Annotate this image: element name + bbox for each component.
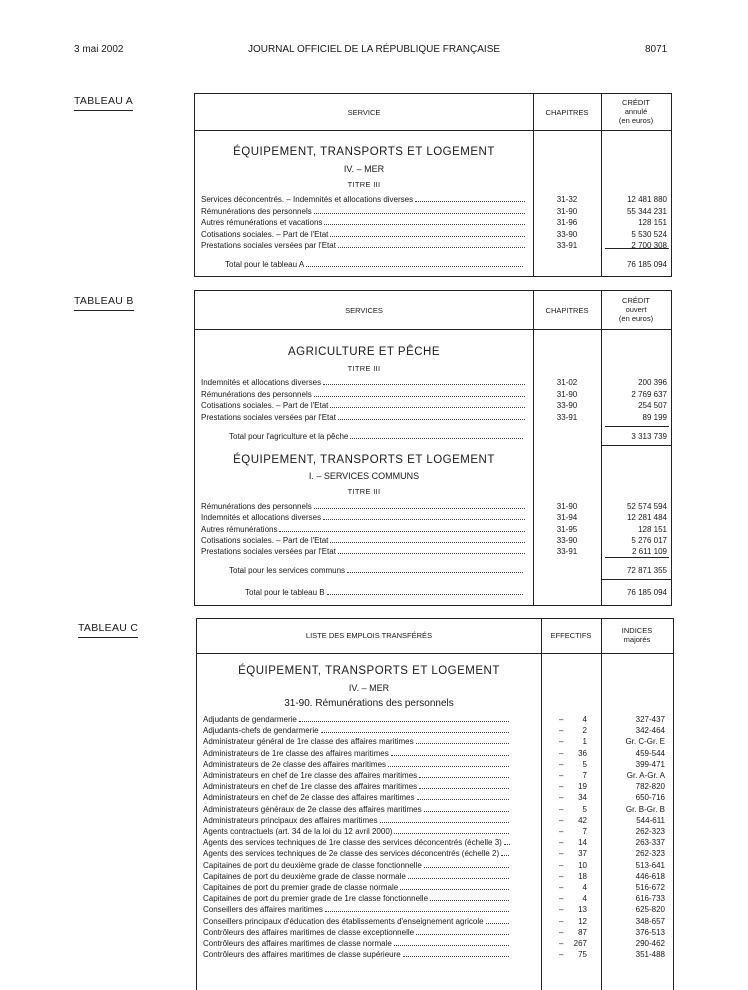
indice-cell: 650-716 [635, 793, 665, 803]
chapitre-cell: 33-90 [556, 229, 578, 239]
indice-cell: 782-820 [635, 782, 665, 792]
titre-label: TITRE III [347, 180, 381, 189]
row-label: Administrateurs principaux des affaires maritimes [203, 815, 511, 826]
header-liste: LISTE DES EMPLOIS TRANSFÉRÉS [305, 631, 433, 640]
page-number: 8071 [645, 44, 668, 55]
indice-cell: 446-618 [635, 871, 665, 881]
indice-cell: 262-323 [635, 827, 665, 836]
header-credit: CRÉDIT annulé (en euros) [618, 98, 654, 125]
row-label: Cotisations sociales. – Part de l'Etat [201, 229, 527, 240]
effectif-cell: 267 [573, 939, 587, 948]
dash-mark: – [559, 950, 564, 960]
table-row [197, 759, 673, 770]
table-row [197, 748, 673, 759]
table-row [195, 240, 671, 251]
effectif-cell: 7 [582, 827, 587, 836]
credit-cell: 55 344 231 [626, 206, 667, 216]
effectif-cell: 5 [582, 804, 587, 814]
table-row [195, 206, 671, 217]
header-chapitres: CHAPITRES [545, 108, 589, 117]
effectif-cell: 10 [578, 860, 587, 870]
table-row [197, 871, 673, 882]
effectif-cell: 36 [578, 748, 587, 758]
credit-cell: 5 276 017 [631, 535, 667, 545]
row-label: Administrateur général de 1re classe des affaires maritimes [203, 736, 511, 747]
effectif-cell: 42 [578, 815, 587, 825]
effectif-cell: 14 [578, 838, 587, 848]
dash-mark: – [559, 815, 564, 825]
table-row [195, 217, 671, 228]
row-label: Administrateurs en chef de 1re classe des affaires maritimes [203, 770, 511, 781]
indice-cell: 351-488 [635, 950, 665, 960]
table-row [197, 792, 673, 803]
ministry-title: ÉQUIPEMENT, TRANSPORTS ET LOGEMENT [233, 454, 495, 466]
chapter-title: 31-90. Rémunérations des personnels [284, 698, 454, 709]
chapitre-cell: 31-90 [556, 502, 578, 511]
effectif-cell: 34 [578, 793, 587, 803]
dash-mark: – [559, 715, 564, 724]
indice-cell: 399-471 [635, 759, 665, 769]
row-label: Prestations sociales versées par l'Etat [201, 412, 527, 423]
table-row [195, 400, 671, 411]
header-chapitres: CHAPITRES [545, 306, 589, 315]
effectif-cell: 75 [578, 950, 587, 960]
row-label: Administrateurs de 1re classe des affaires maritimes [203, 748, 511, 759]
row-label: Autres rémunérations et vacations [201, 217, 527, 228]
dash-mark: – [559, 905, 564, 915]
effectif-cell: 5 [582, 759, 587, 769]
chapitre-cell: 33-91 [556, 547, 578, 557]
dash-mark: – [559, 860, 564, 870]
credit-cell: 2 700 308 [631, 241, 667, 250]
section-title: IV. – MER [343, 164, 385, 174]
indice-cell: 262-323 [635, 849, 665, 859]
dash-mark: – [559, 927, 564, 937]
row-label: Agents des services techniques de 1re classe des services déconcentrés (échelle 3) [203, 837, 511, 848]
titre-label: TITRE III [347, 364, 381, 373]
dash-mark: – [559, 939, 564, 948]
chapitre-cell: 33-91 [556, 241, 578, 250]
table-row [197, 860, 673, 871]
chapitre-cell: 31-95 [556, 524, 578, 534]
row-label: Adjudants de gendarmerie [203, 714, 511, 725]
indice-cell: Gr. B-Gr. B [625, 804, 665, 814]
tableau-a [194, 93, 672, 277]
page-date: 3 mai 2002 [74, 44, 124, 55]
effectif-cell: 18 [578, 871, 587, 881]
credit-cell: 12 281 484 [626, 513, 667, 523]
chapitre-cell: 31-96 [556, 218, 578, 227]
credit-cell: 254 507 [638, 401, 667, 410]
tableau-b [194, 290, 672, 606]
row-label: Services déconcentrés. – Indemnités et allocations diverses [201, 194, 527, 205]
tableau-c [196, 618, 674, 990]
table-row [195, 546, 671, 557]
table-row [197, 882, 673, 893]
effectif-cell: 4 [582, 894, 587, 904]
credit-cell: 5 530 524 [631, 229, 667, 239]
table-row [195, 524, 671, 535]
dash-mark: – [559, 894, 564, 904]
dash-mark: – [559, 849, 564, 859]
chapitre-cell: 33-90 [556, 401, 578, 410]
table-row [197, 826, 673, 837]
table-row [197, 927, 673, 938]
indice-cell: 459-544 [635, 748, 665, 758]
dash-mark: – [559, 782, 564, 792]
titre-label: TITRE III [347, 487, 381, 496]
credit-cell: 52 574 594 [626, 502, 667, 511]
row-label: Administrateurs généraux de 2e classe des affaires maritimes [203, 804, 511, 815]
table-row [197, 725, 673, 736]
dash-mark: – [559, 793, 564, 803]
table-row [197, 893, 673, 904]
row-label: Contrôleurs des affaires maritimes de classe normale [203, 938, 511, 949]
effectif-cell: 13 [578, 905, 587, 915]
indice-cell: 290-462 [635, 939, 665, 948]
ministry-title: ÉQUIPEMENT, TRANSPORTS ET LOGEMENT [233, 146, 495, 158]
tableau-a-label: TABLEAU A [74, 95, 133, 111]
chapitre-cell: 31-90 [556, 389, 578, 399]
section-title: I. – SERVICES COMMUNS [308, 471, 420, 481]
indice-cell: Gr. C-Gr. E [625, 737, 665, 747]
dash-mark: – [559, 759, 564, 769]
effectif-cell: 37 [578, 849, 587, 859]
effectif-cell: 1 [582, 737, 587, 747]
row-label: Agents contractuels (art. 34 de la loi du 12 avril 2000) [203, 826, 511, 837]
row-label: Autres rémunérations [201, 524, 527, 535]
effectif-cell: 12 [578, 916, 587, 926]
effectif-cell: 7 [582, 771, 587, 780]
row-label: Prestations sociales versées par l'Etat [201, 546, 527, 557]
row-label: Rémunérations des personnels [201, 501, 527, 512]
effectif-cell: 19 [578, 782, 587, 792]
row-label: Administrateurs de 2e classe des affaires maritimes [203, 759, 511, 770]
row-label: Conseillers des affaires maritimes [203, 904, 511, 915]
table-row [197, 837, 673, 848]
dash-mark: – [559, 737, 564, 747]
indice-cell: 616-733 [635, 894, 665, 904]
row-label: Contrôleurs des affaires maritimes de classe supérieure [203, 949, 511, 960]
table-row [195, 535, 671, 546]
credit-cell: 128 151 [638, 218, 667, 227]
table-row [195, 194, 671, 205]
indice-cell: 263-337 [635, 838, 665, 848]
dash-mark: – [559, 804, 564, 814]
credit-cell: 89 199 [642, 412, 667, 422]
indice-cell: Gr. A-Gr. A [626, 771, 665, 780]
subtotal-row: Total pour l'agriculture et la pêche 3 313 739 [229, 432, 667, 441]
row-label: Capitaines de port du deuxième grade de classe fonctionnelle [203, 860, 511, 871]
table-row [195, 512, 671, 523]
table-row [197, 938, 673, 949]
row-label: Conseillers principaux d'éducation des établissements d'enseignement agricole [203, 916, 511, 927]
row-label: Administrateurs en chef de 2e classe des affaires maritimes [203, 792, 511, 803]
row-label: Capitaines de port du premier grade de classe normale [203, 882, 511, 893]
dash-mark: – [559, 771, 564, 780]
row-label: Rémunérations des personnels [201, 206, 527, 217]
table-total-row: Total pour le tableau B 76 185 094 [245, 588, 667, 597]
table-row [197, 770, 673, 781]
effectif-cell: 87 [578, 927, 587, 937]
table-row [195, 389, 671, 400]
header-credit: CRÉDIT ouvert (en euros) [618, 296, 654, 323]
header-service: SERVICE [347, 108, 381, 117]
effectif-cell: 4 [582, 715, 587, 724]
table-row [197, 949, 673, 960]
row-label: Indemnités et allocations diverses [201, 512, 527, 523]
indice-cell: 348-657 [635, 916, 665, 926]
dash-mark: – [559, 916, 564, 926]
effectif-cell: 4 [582, 883, 587, 892]
table-row [197, 714, 673, 725]
chapitre-cell: 31-02 [556, 378, 578, 387]
dash-mark: – [559, 871, 564, 881]
chapitre-cell: 31-90 [556, 206, 578, 216]
credit-cell: 12 481 880 [626, 195, 667, 204]
indice-cell: 516-672 [635, 883, 665, 892]
journal-title: JOURNAL OFFICIEL DE LA RÉPUBLIQUE FRANÇAISE [247, 44, 501, 55]
indice-cell: 544-611 [636, 815, 665, 825]
dash-mark: – [559, 748, 564, 758]
table-row [197, 815, 673, 826]
chapitre-cell: 31-94 [556, 513, 578, 523]
dash-mark: – [559, 827, 564, 836]
chapitre-cell: 33-91 [556, 412, 578, 422]
credit-cell: 2 611 109 [632, 547, 667, 557]
table-row [195, 412, 671, 423]
indice-cell: 513-641 [635, 860, 665, 870]
header-effectifs: EFFECTIFS [550, 631, 592, 640]
row-label: Contrôleurs des affaires maritimes de classe exceptionnelle [203, 927, 511, 938]
credit-cell: 2 769 637 [631, 389, 667, 399]
table-row [197, 781, 673, 792]
table-row [197, 916, 673, 927]
indice-cell: 625-820 [635, 905, 665, 915]
row-label: Rémunérations des personnels [201, 389, 527, 400]
subtotal-row: Total pour les services communs 72 871 355 [229, 566, 667, 575]
chapitre-cell: 31-32 [556, 195, 578, 204]
table-row [197, 804, 673, 815]
ministry-title: AGRICULTURE ET PÊCHE [287, 346, 441, 358]
row-label: Administrateurs en chef de 1re classe des affaires maritimes [203, 781, 511, 792]
credit-cell: 128 151 [638, 524, 667, 534]
table-row [195, 501, 671, 512]
row-label: Cotisations sociales. – Part de l'Etat [201, 535, 527, 546]
dash-mark: – [559, 883, 564, 892]
tableau-c-label: TABLEAU C [78, 622, 138, 638]
header-indices: INDICES majorés [621, 626, 653, 644]
table-total-row: Total pour le tableau A 76 185 094 [225, 260, 667, 269]
credit-cell: 200 396 [638, 378, 667, 387]
section-title: IV. – MER [348, 683, 390, 693]
row-label: Cotisations sociales. – Part de l'Etat [201, 400, 527, 411]
row-label: Indemnités et allocations diverses [201, 377, 527, 388]
effectif-cell: 2 [582, 726, 587, 736]
indice-cell: 376-513 [635, 927, 665, 937]
table-row [195, 377, 671, 388]
table-row [197, 848, 673, 859]
ministry-title: ÉQUIPEMENT, TRANSPORTS ET LOGEMENT [238, 665, 500, 677]
tableau-b-label: TABLEAU B [74, 295, 134, 311]
row-label: Prestations sociales versées par l'Etat [201, 240, 527, 251]
row-label: Capitaines de port du deuxième grade de classe normale [203, 871, 511, 882]
header-services: SERVICES [345, 306, 383, 315]
table-row [195, 229, 671, 240]
chapitre-cell: 33-90 [556, 535, 578, 545]
table-row [197, 736, 673, 747]
indice-cell: 327-437 [635, 715, 665, 724]
indice-cell: 342-464 [635, 726, 665, 736]
table-row [197, 904, 673, 915]
row-label: Capitaines de port du premier grade de 1re classe fonctionnelle [203, 893, 511, 904]
dash-mark: – [559, 838, 564, 848]
row-label: Adjudants-chefs de gendarmerie [203, 725, 511, 736]
dash-mark: – [559, 726, 564, 736]
row-label: Agents des services techniques de 2e classe des services déconcentrés (échelle 2) [203, 848, 511, 859]
